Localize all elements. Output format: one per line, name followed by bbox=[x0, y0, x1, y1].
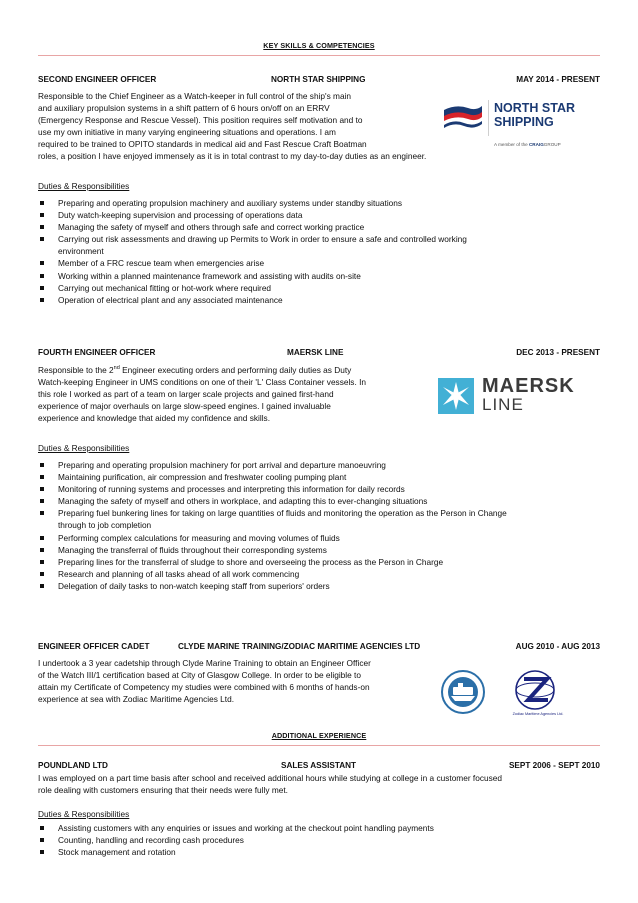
job-company: POUNDLAND LTD bbox=[38, 761, 108, 770]
list-item: Monitoring of running systems and processes and interpreting this information for daily records bbox=[38, 483, 507, 495]
north-star-tagline: A member of the CRAIGGROUP bbox=[494, 142, 561, 147]
list-item: Maintaining purification, air compression and freshwater cooling pumping plant bbox=[38, 471, 507, 483]
list-item: Managing the safety of myself and others through safe and correct working practice bbox=[38, 221, 467, 233]
list-item: Counting, handling and recording cash procedures bbox=[38, 834, 434, 846]
description-line: I was employed on a part time basis after school and received additional hours while studying at college in a customer focused bbox=[38, 773, 502, 783]
job-description bbox=[38, 90, 426, 163]
job-description bbox=[38, 772, 502, 796]
description-line: use my own initiative in many varying engineering situations and operations. I am bbox=[38, 127, 336, 138]
job-company: MAERSK LINE bbox=[287, 348, 344, 357]
description-line: role dealing with customers ensuring that their needs were fully met. bbox=[38, 785, 288, 796]
job-header bbox=[38, 642, 600, 654]
duties-heading: Duties & Responsibilities bbox=[38, 809, 130, 819]
clyde-marine-logo-icon bbox=[440, 669, 486, 715]
description-line: and auxiliary propulsion systems in a shift pattern of 6 hours on/off on an ERRV bbox=[38, 103, 330, 114]
list-item: Operation of electrical plant and any associated maintenance bbox=[38, 294, 467, 306]
job-dates: DEC 2013 - PRESENT bbox=[516, 348, 600, 357]
job-company: CLYDE MARINE TRAINING/ZODIAC MARITIME AGENCIES LTD bbox=[178, 642, 421, 651]
north-star-name-line1: NORTH STAR bbox=[494, 101, 576, 115]
job-title: SECOND ENGINEER OFFICER bbox=[38, 75, 157, 84]
north-star-flag-icon bbox=[442, 102, 484, 138]
description-line: experience at sea with Zodiac Maritime Agencies Ltd. bbox=[38, 694, 234, 705]
list-item: Carrying out risk assessments and drawing up Permits to Work in order to ensure a safe and controlled working bbox=[38, 233, 467, 245]
section-title-key-skills: KEY SKILLS & COMPETENCIES bbox=[263, 41, 375, 50]
list-item: Carrying out mechanical fitting or hot-work where required bbox=[38, 282, 467, 294]
description-line: experience of major overhauls on large slow-speed engines. I gained invaluable bbox=[38, 401, 331, 412]
description-line: Responsible to the 2nd Engineer executing orders and performing daily duties as Duty bbox=[38, 365, 352, 375]
list-item: Preparing and operating propulsion machinery for port arrival and departure manoeuvring bbox=[38, 459, 507, 471]
description-line: (Emergency Response and Rescue Vessel). This position requires self motivation and to bbox=[38, 115, 363, 126]
job-dates: AUG 2010 - AUG 2013 bbox=[515, 642, 600, 651]
job-title: SALES ASSISTANT bbox=[281, 761, 357, 770]
maersk-name: MAERSK bbox=[482, 375, 575, 397]
list-item: Assisting customers with any enquiries or issues and working at the checkout point handling payments bbox=[38, 822, 434, 834]
job-description bbox=[38, 364, 366, 424]
description-line: attain my Certificate of Competency my studies were combined with 6 months of hands-on bbox=[38, 682, 370, 693]
maersk-star-icon bbox=[438, 378, 474, 414]
list-item: Research and planning of all tasks ahead of all work commencing bbox=[38, 568, 507, 580]
description-line: required to be trained to OPITO standards in medical aid and Fast Rescue Craft Boatman bbox=[38, 139, 367, 150]
list-item-continuation: environment bbox=[58, 246, 104, 257]
description-line: of the Watch III/1 certification based at City of Glasgow College. In order to be eligible to bbox=[38, 670, 361, 681]
list-item: Performing complex calculations for measuring and moving volumes of fluids bbox=[38, 532, 507, 544]
list-item: Duty watch-keeping supervision and processing of operations data bbox=[38, 209, 467, 221]
job-title: FOURTH ENGINEER OFFICER bbox=[38, 348, 156, 357]
list-item-continuation: through to job completion bbox=[58, 520, 152, 531]
duties-heading: Duties & Responsibilities bbox=[38, 181, 130, 191]
job-header bbox=[38, 348, 600, 360]
list-item: Member of a FRC rescue team when emergencies arise bbox=[38, 257, 467, 269]
job-description bbox=[38, 657, 371, 705]
description-line: I undertook a 3 year cadetship through Clyde Marine Training to obtain an Engineer Officer bbox=[38, 658, 371, 668]
list-item: Preparing fuel bunkering lines for taking on large quantities of fluids and monitoring the operation as the Person in Change bbox=[38, 507, 507, 519]
logo-divider bbox=[488, 100, 489, 136]
job-header bbox=[38, 75, 600, 87]
job-dates: MAY 2014 - PRESENT bbox=[516, 75, 600, 84]
job-dates: SEPT 2006 - SEPT 2010 bbox=[508, 761, 600, 770]
duties-list bbox=[38, 822, 434, 858]
zodiac-caption: Zodiac Maritime Agencies Ltd. bbox=[512, 712, 564, 716]
list-item: Managing the transferral of fluids throughout their corresponding systems bbox=[38, 544, 507, 556]
list-item: Working within a planned maintenance framework and assisting with audits on-site bbox=[38, 270, 467, 282]
maersk-line-text: LINE bbox=[482, 395, 524, 414]
list-item: Preparing and operating propulsion machinery and auxiliary systems under standby situations bbox=[38, 197, 467, 209]
job-company: NORTH STAR SHIPPING bbox=[271, 75, 366, 84]
section-divider bbox=[38, 745, 600, 746]
section-title-additional-experience: ADDITIONAL EXPERIENCE bbox=[271, 731, 367, 740]
description-line: Watch-keeping Engineer in UMS conditions on one of their 'L' Class Container vessels. In bbox=[38, 377, 366, 388]
section-divider bbox=[38, 55, 600, 56]
description-line: roles, a position I have enjoyed immensely as it is in total contrast to my day-to-day duties as an engineer. bbox=[38, 151, 427, 162]
duties-list bbox=[38, 197, 467, 306]
list-item: Stock management and rotation bbox=[38, 846, 434, 858]
duties-list bbox=[38, 459, 507, 592]
description-line: Responsible to the Chief Engineer as a Watch-keeper in full control of the ship's main bbox=[38, 91, 352, 101]
duties-heading: Duties & Responsibilities bbox=[38, 443, 130, 453]
list-item: Preparing lines for the transferral of sludge to shore and overseeing the process as the Person in Charge bbox=[38, 556, 507, 568]
list-item: Delegation of daily tasks to non-watch keeping staff from superiors' orders bbox=[38, 580, 507, 592]
job-title: ENGINEER OFFICER CADET bbox=[38, 642, 150, 651]
zodiac-maritime-logo bbox=[498, 668, 578, 720]
description-line: experience and knowledge that aided my confidence and skills. bbox=[38, 413, 270, 424]
north-star-name-line2: SHIPPING bbox=[494, 115, 554, 129]
description-line: this role I worked as part of a team on larger scale projects and gained first-hand bbox=[38, 389, 334, 400]
north-star-shipping-logo bbox=[442, 96, 602, 154]
maersk-line-logo bbox=[438, 377, 598, 415]
list-item: Managing the safety of myself and others in workplace, and adapting this to ever-changing situations bbox=[38, 495, 507, 507]
zodiac-z-icon bbox=[512, 668, 558, 712]
